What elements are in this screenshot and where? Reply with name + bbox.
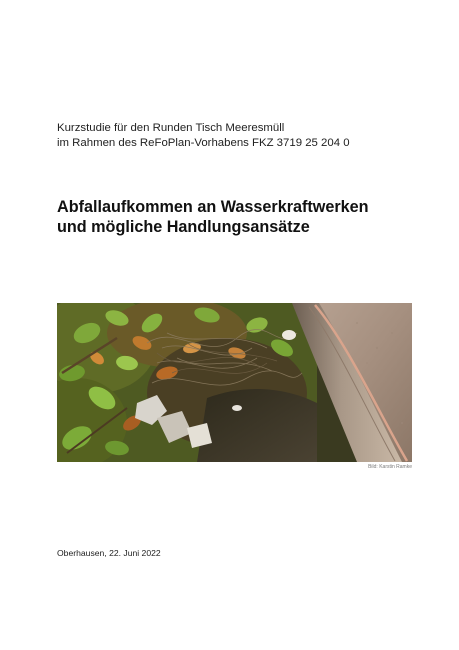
cover-photo-trash-rake <box>57 303 412 462</box>
place-and-date: Oberhausen, 22. Juni 2022 <box>57 548 161 558</box>
image-credit: Bild: Karstin Ramke <box>368 464 412 470</box>
study-subtitle <box>57 121 350 150</box>
title-line-1: Abfallaufkommen an Wasserkraftwerken <box>57 198 369 216</box>
title-line-2: und mögliche Handlungsansätze <box>57 218 310 236</box>
document-title <box>57 197 369 237</box>
subtitle-line-2: im Rahmen des ReFoPlan-Vorhabens FKZ 3719 25 204 0 <box>57 136 350 149</box>
subtitle-line-1: Kurzstudie für den Runden Tisch Meeresmüll <box>57 122 285 134</box>
